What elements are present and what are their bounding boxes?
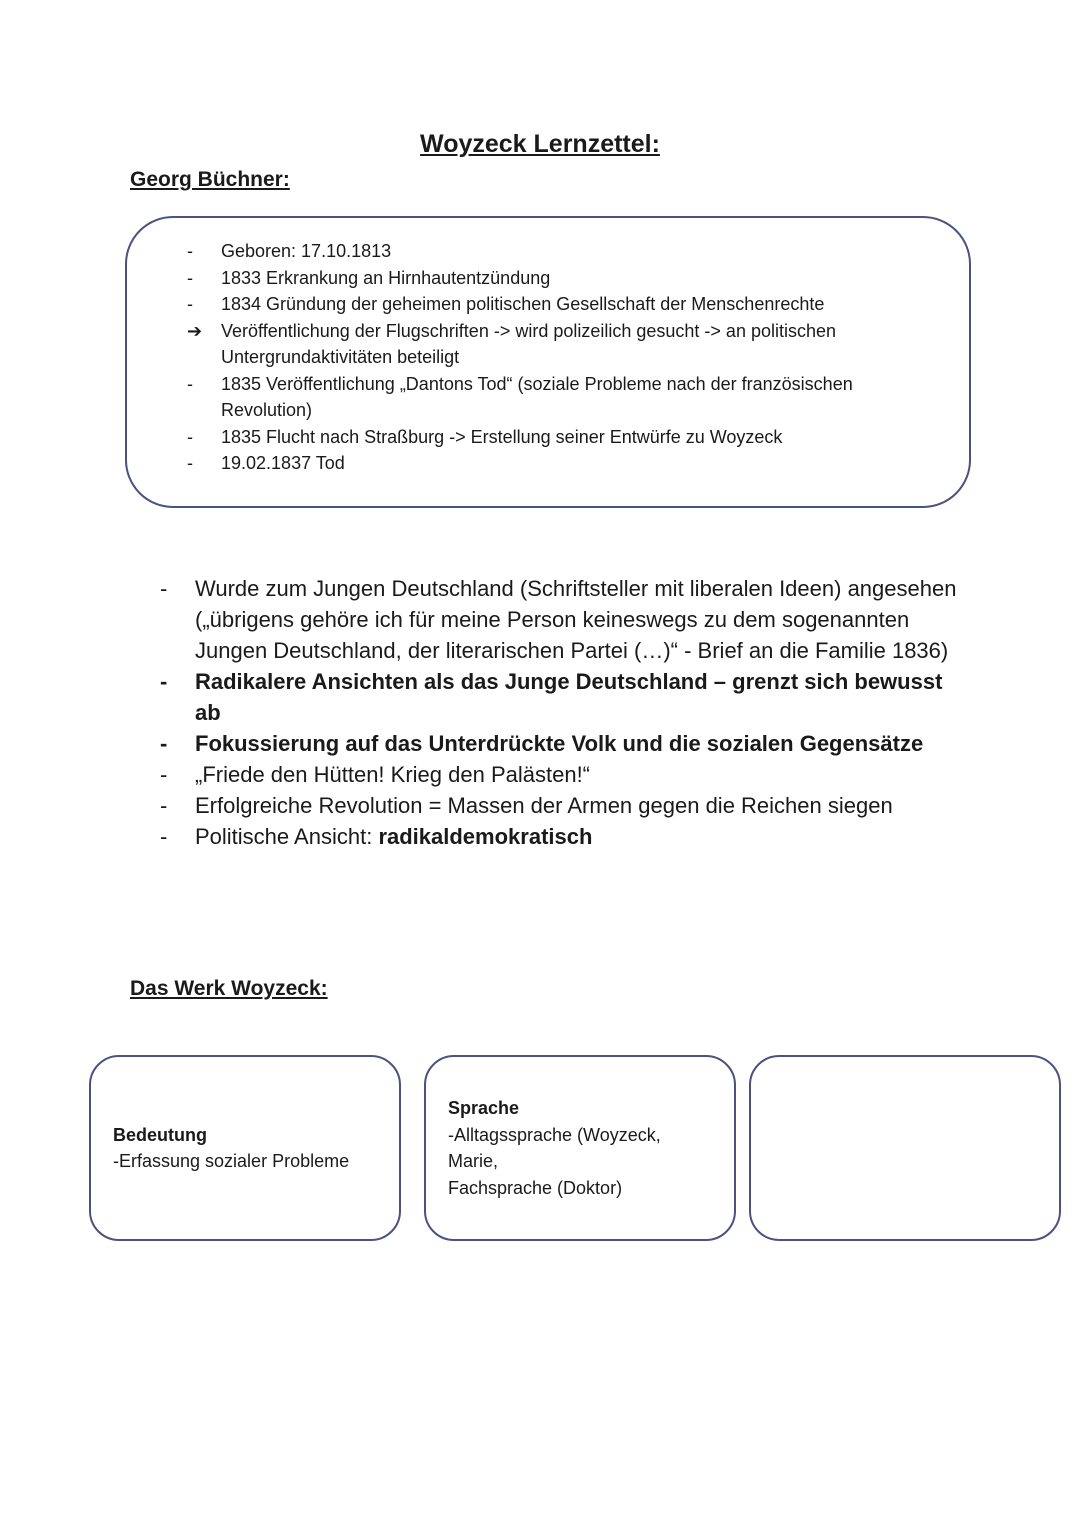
list-item: [187, 238, 947, 265]
list-item: [160, 573, 960, 666]
biography-list: [187, 238, 947, 477]
list-item-text: Fokussierung auf das Unterdrückte Volk und die sozialen Gegensätze: [195, 731, 924, 756]
list-item-text: 1834 Gründung der geheimen politischen Gesellschaft der Menschenrechte: [221, 294, 825, 314]
list-item-text: „Friede den Hütten! Krieg den Palästen!“: [195, 762, 591, 787]
card-text: -Alltagssprache (Woyzeck,: [448, 1124, 661, 1145]
dash-bullet: -: [160, 731, 168, 756]
dash-bullet: -: [187, 373, 193, 394]
list-item-text: 1833 Erkrankung an Hirnhautentzündung: [221, 267, 551, 288]
card-sprache: [424, 1055, 736, 1241]
section-heading-das-werk: Das Werk Woyzeck:: [130, 977, 328, 1000]
biography-box: [125, 216, 971, 508]
card-title: Sprache: [448, 1098, 520, 1118]
list-item: [160, 821, 960, 852]
list-item: [160, 790, 960, 821]
section-heading-georg-buechner: Georg Büchner:: [130, 168, 290, 191]
list-item-text: Geboren: 17.10.1813: [221, 241, 392, 261]
list-item: [187, 450, 947, 477]
card-title: Bedeutung: [113, 1124, 207, 1145]
dash-bullet: -: [160, 824, 168, 849]
list-item-text: 1835 Flucht nach Straßburg -> Erstellung seiner Entwürfe zu Woyzeck: [221, 426, 783, 447]
list-item: [187, 371, 947, 424]
list-item-text: Wurde zum Jungen Deutschland (Schriftsteller mit liberalen Ideen) angesehen („übrigens gehöre ich für meine Person keineswegs zu dem sogenannten Jungen Deutschland, der literarischen Partei (…)“ - Brief an die Familie 1836): [195, 576, 957, 663]
list-item-text: Erfolgreiche Revolution = Massen der Armen gegen die Reichen siegen: [195, 793, 893, 818]
list-item: [160, 759, 960, 790]
dash-bullet: -: [187, 426, 193, 447]
list-item: [160, 666, 960, 728]
dash-bullet: -: [160, 793, 168, 818]
list-item-text: Radikalere Ansichten als das Junge Deutschland – grenzt sich bewusst ab: [195, 669, 943, 725]
list-item-text: Politische Ansicht:: [195, 824, 379, 849]
dash-bullet: -: [160, 762, 168, 787]
list-item-text: Veröffentlichung der Flugschriften -> wird polizeilich gesucht -> an politischen Untergrundaktivitäten beteiligt: [221, 320, 837, 367]
dash-bullet: -: [187, 241, 193, 261]
dash-bullet: -: [160, 576, 168, 601]
list-item: [160, 728, 960, 759]
list-item: [187, 424, 947, 451]
list-item-text: 19.02.1837 Tod: [221, 453, 345, 473]
list-item-text: 1835 Veröffentlichung „Dantons Tod“ (soziale Probleme nach der französischen Revolution): [221, 373, 853, 420]
dash-bullet: -: [187, 294, 193, 314]
arrow-icon: ➔: [187, 320, 203, 341]
dash-bullet: -: [187, 453, 193, 473]
list-item-bold-text: radikaldemokratisch: [378, 824, 593, 849]
card-empty: [749, 1055, 1061, 1241]
page-title: Woyzeck Lernzettel:: [420, 130, 660, 158]
dash-bullet: -: [160, 669, 168, 694]
card-text: -Erfassung sozialer Probleme: [113, 1151, 350, 1171]
list-item: [187, 318, 947, 371]
card-text: Fachsprache (Doktor): [448, 1177, 623, 1198]
dash-bullet: -: [187, 267, 193, 288]
list-item: [187, 265, 947, 292]
facts-list: [160, 573, 960, 852]
card-text: Marie,: [448, 1151, 499, 1171]
list-item: [187, 291, 947, 318]
card-bedeutung: [89, 1055, 401, 1241]
